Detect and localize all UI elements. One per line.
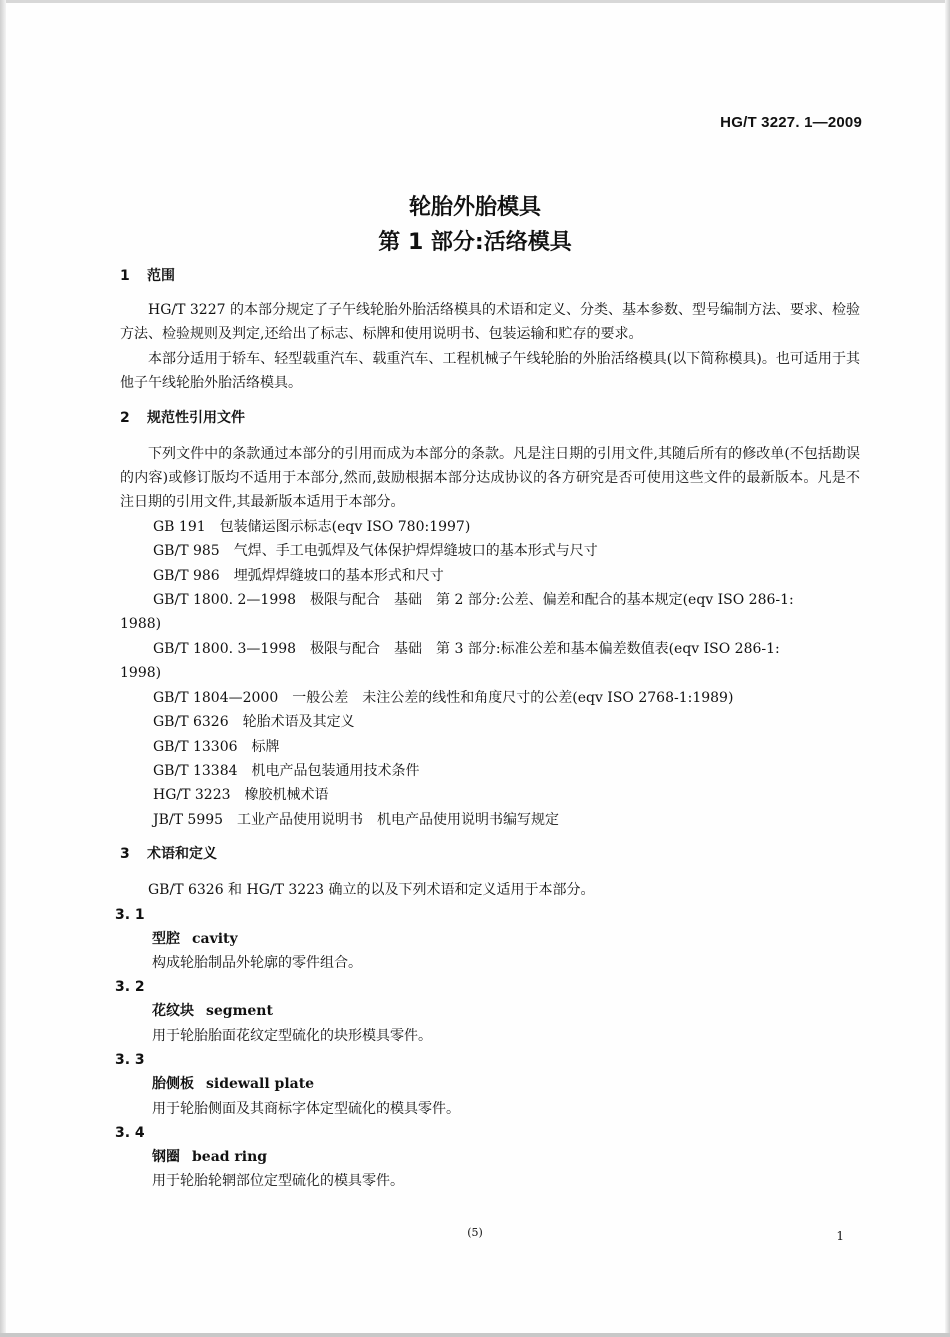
document-body [115, 264, 860, 1194]
page-edge-bottom [0, 1333, 950, 1337]
term-number: 3. 3 [115, 1052, 145, 1069]
reference-item: GB/T 1800. 3—1998 极限与配合 基础 第 3 部分:标准公差和基本偏差数值表(eqv ISO 286-1: [153, 640, 780, 657]
reference-item: JB/T 5995 工业产品使用说明书 机电产品使用说明书编写规定 [153, 811, 560, 828]
reference-item: GB 191 包装储运图示标志(eqv ISO 780:1997) [153, 518, 471, 535]
term-title: 型腔 cavity [152, 930, 238, 947]
reference-item: GB/T 13384 机电产品包装通用技术条件 [153, 762, 420, 779]
reference-item-wrap: 1988) [120, 616, 162, 633]
reference-item: GB/T 1800. 2—1998 极限与配合 基础 第 2 部分:公差、偏差和配合的基本规定(eqv ISO 286-1: [153, 592, 794, 609]
reference-item: HG/T 3223 橡胶机械术语 [153, 787, 329, 804]
term-definition: 用于轮胎胎面花纹定型硫化的块形模具零件。 [152, 1027, 432, 1044]
reference-item: GB/T 986 埋弧焊焊缝坡口的基本形式和尺寸 [153, 567, 444, 584]
term-definition: 用于轮胎侧面及其商标字体定型硫化的模具零件。 [152, 1100, 460, 1117]
term-title: 胎侧板 sidewall plate [152, 1076, 315, 1093]
reference-item: GB/T 13306 标牌 [153, 738, 280, 755]
title-line-1: 轮胎外胎模具 [408, 195, 541, 220]
paragraph: 下列文件中的条款通过本部分的引用而成为本部分的条款。凡是注日期的引用文件,其随后所有的修改单(不包括勘误的内容)或修订版均不适用于本部分,然而,鼓励根据本部分达成协议的各方研究是否可使用这些文件的最新版本。凡是不注日期的引用文件,其最新版本适用于本部分。 [120, 445, 860, 511]
term-title: 花纹块 segment [152, 1003, 273, 1020]
term-number: 3. 1 [115, 906, 145, 923]
reference-item-wrap: 1998) [120, 665, 162, 682]
term-title: 钢圈 bead ring [152, 1148, 268, 1165]
term-definition: 用于轮胎轮辋部位定型硫化的模具零件。 [152, 1173, 404, 1190]
section-heading-scope: 1 范围 [120, 268, 175, 284]
reference-item: GB/T 1804—2000 一般公差 未注公差的线性和角度尺寸的公差(eqv ISO 2768-1:1989) [153, 689, 734, 706]
standard-code: HG/T 3227. 1—2009 [720, 114, 862, 131]
term-number: 3. 4 [115, 1124, 145, 1141]
reference-item: GB/T 985 气焊、手工电弧焊及气体保护焊焊缝坡口的基本形式与尺寸 [153, 543, 598, 560]
section-heading-terms-and-definitions: 3 术语和定义 [120, 846, 217, 863]
page-edge-top [0, 0, 950, 3]
paragraph: 本部分适用于轿车、轻型载重汽车、载重汽车、工程机械子午线轮胎的外胎活络模具(以下简称模具)。也可适用于其他子午线轮胎外胎活络模具。 [120, 350, 860, 392]
paragraph: GB/T 6326 和 HG/T 3223 确立的以及下列术语和定义适用于本部分。 [148, 882, 595, 899]
title-line-2: 第 1 部分:活络模具 [378, 230, 572, 255]
paragraph: HG/T 3227 的本部分规定了子午线轮胎外胎活络模具的术语和定义、分类、基本参数、型号编制方法、要求、检验方法、检验规则及判定,还给出了标志、标牌和使用说明书、包装运输和贮存的要求。 [120, 302, 860, 343]
term-definition: 构成轮胎制品外轮廓的零件组合。 [152, 954, 362, 971]
reference-item: GB/T 6326 轮胎术语及其定义 [153, 714, 355, 731]
footer-center-page-marker: (5) [467, 1226, 483, 1239]
footer-page-number: 1 [836, 1229, 844, 1243]
section-heading-normative-references: 2 规范性引用文件 [120, 409, 245, 426]
term-number: 3. 2 [115, 979, 145, 996]
